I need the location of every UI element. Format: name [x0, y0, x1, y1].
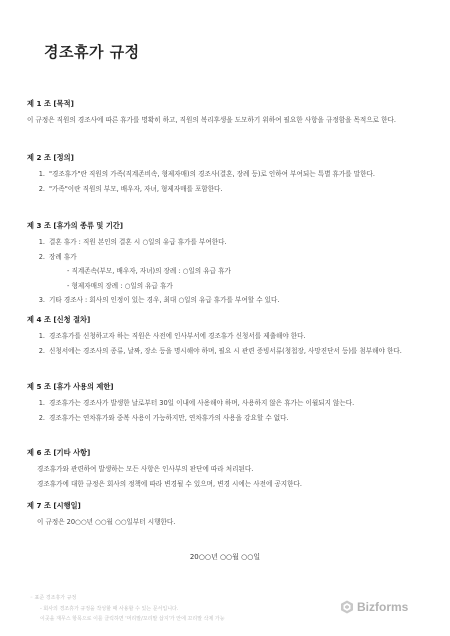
footer-line: - 회사의 경조휴가 규정을 작성할 때 사용할 수 있는 문서입니다.	[40, 605, 179, 612]
list-item	[27, 250, 427, 265]
item-text: "가족"이란 직원의 부모, 배우자, 자녀, 형제자매를 포함한다.	[49, 184, 223, 193]
list-item	[27, 235, 427, 250]
item-number: 2.	[38, 184, 45, 193]
item-text: 경조휴가는 연차휴가와 중복 사용이 가능하지만, 연차휴가의 사용을 강요할 수 없다.	[49, 413, 289, 422]
list-item	[27, 411, 427, 426]
brand-name: Bizforms	[357, 600, 409, 614]
footer-line: 이곳을 재무스 항목으로 이를 클릭하면 '머리말/꼬리말 삽지'가 안에 꼬리말 삭제 가능	[40, 616, 225, 622]
item-text: 신청서에는 경조사의 종류, 날짜, 장소 등을 명시해야 하며, 필요 시 관련 증빙서류(청첩장, 사망진단서 등)를 첨부해야 한다.	[49, 346, 402, 355]
article-1	[27, 99, 427, 128]
item-text: 장례 휴가	[49, 252, 77, 261]
bizforms-logo-icon	[340, 600, 354, 614]
item-number: 1.	[38, 238, 45, 246]
article-heading: 제 5 조 [휴가 사용의 제한]	[27, 382, 114, 391]
article-3	[27, 221, 427, 308]
article-paragraph: 이 규정은 20○○년 ○○월 ○○일부터 시행한다.	[37, 518, 176, 526]
article-2	[27, 153, 427, 196]
footer-note	[30, 593, 225, 625]
article-6	[27, 448, 427, 491]
item-number: 2.	[38, 346, 45, 355]
sub-item: - 직계존속(부모, 배우자, 자녀)의 장례 : ○일의 유급 휴가	[67, 267, 231, 275]
footer-line: ◦ 표준 경조휴가 규정	[30, 595, 77, 601]
list-item	[27, 167, 427, 182]
bizforms-logo	[340, 600, 408, 614]
list-item	[27, 344, 427, 359]
item-text: 기타 경조사 : 회사의 인정이 있는 경우, 최대 ○일의 유급 휴가를 부여할 수 있다.	[49, 296, 280, 304]
item-number: 2.	[38, 252, 45, 261]
item-text: 경조휴가는 경조사가 발생한 날로부터 30일 이내에 사용해야 하며, 사용하지 않은 휴가는 이월되지 않는다.	[49, 399, 355, 407]
item-number: 1.	[38, 399, 45, 407]
article-paragraph: 이 규정은 직원의 경조사에 따른 휴가를 명확히 하고, 직원의 복리후생을 도모하기 위하여 필요한 사항을 규정함을 목적으로 한다.	[27, 116, 396, 124]
enactment-date: 20○○년 ○○월 ○○일	[189, 553, 261, 561]
article-7	[27, 501, 427, 530]
item-text: "경조휴가"란 직원의 가족(직계존비속, 형제자매)의 경조사(결혼, 장례 등)로 인하여 부여되는 특별 휴가를 말한다.	[49, 170, 375, 178]
list-item	[27, 293, 427, 308]
article-5	[27, 382, 427, 425]
item-number: 1.	[38, 332, 45, 340]
list-item	[27, 329, 427, 344]
article-heading: 제 2 조 [정의]	[27, 153, 74, 162]
article-paragraph: 경조휴가와 관련하여 발생하는 모든 사항은 인사부의 판단에 따라 처리된다.	[37, 465, 254, 473]
article-paragraph: 경조휴가에 대한 규정은 회사의 정책에 따라 변경될 수 있으며, 변경 시에는 사전에 공지한다.	[37, 479, 303, 488]
item-text: 결혼 휴가 : 직원 본인의 결혼 시 ○일의 유급 휴가를 부여한다.	[49, 238, 227, 246]
article-heading: 제 1 조 [목적]	[27, 99, 74, 108]
item-text: 경조휴가를 신청하고자 하는 직원은 사전에 인사부서에 경조휴가 신청서를 제출해야 한다.	[49, 332, 306, 340]
list-item	[27, 182, 427, 197]
item-number: 2.	[38, 413, 45, 422]
sub-item: - 형제자매의 장례 : ○일의 유급 휴가	[67, 281, 173, 290]
article-heading: 제 3 조 [휴가의 종류 및 기간]	[27, 221, 124, 230]
article-heading: 제 4 조 [신청 절차]	[27, 315, 91, 324]
item-number: 1.	[38, 170, 45, 178]
article-heading: 제 6 조 [기타 사항]	[27, 448, 91, 457]
article-heading: 제 7 조 [시행일]	[27, 501, 81, 510]
item-number: 3.	[38, 296, 45, 304]
article-4	[27, 315, 427, 358]
list-item	[27, 396, 427, 411]
document-title: 경조휴가 규정	[44, 43, 140, 61]
